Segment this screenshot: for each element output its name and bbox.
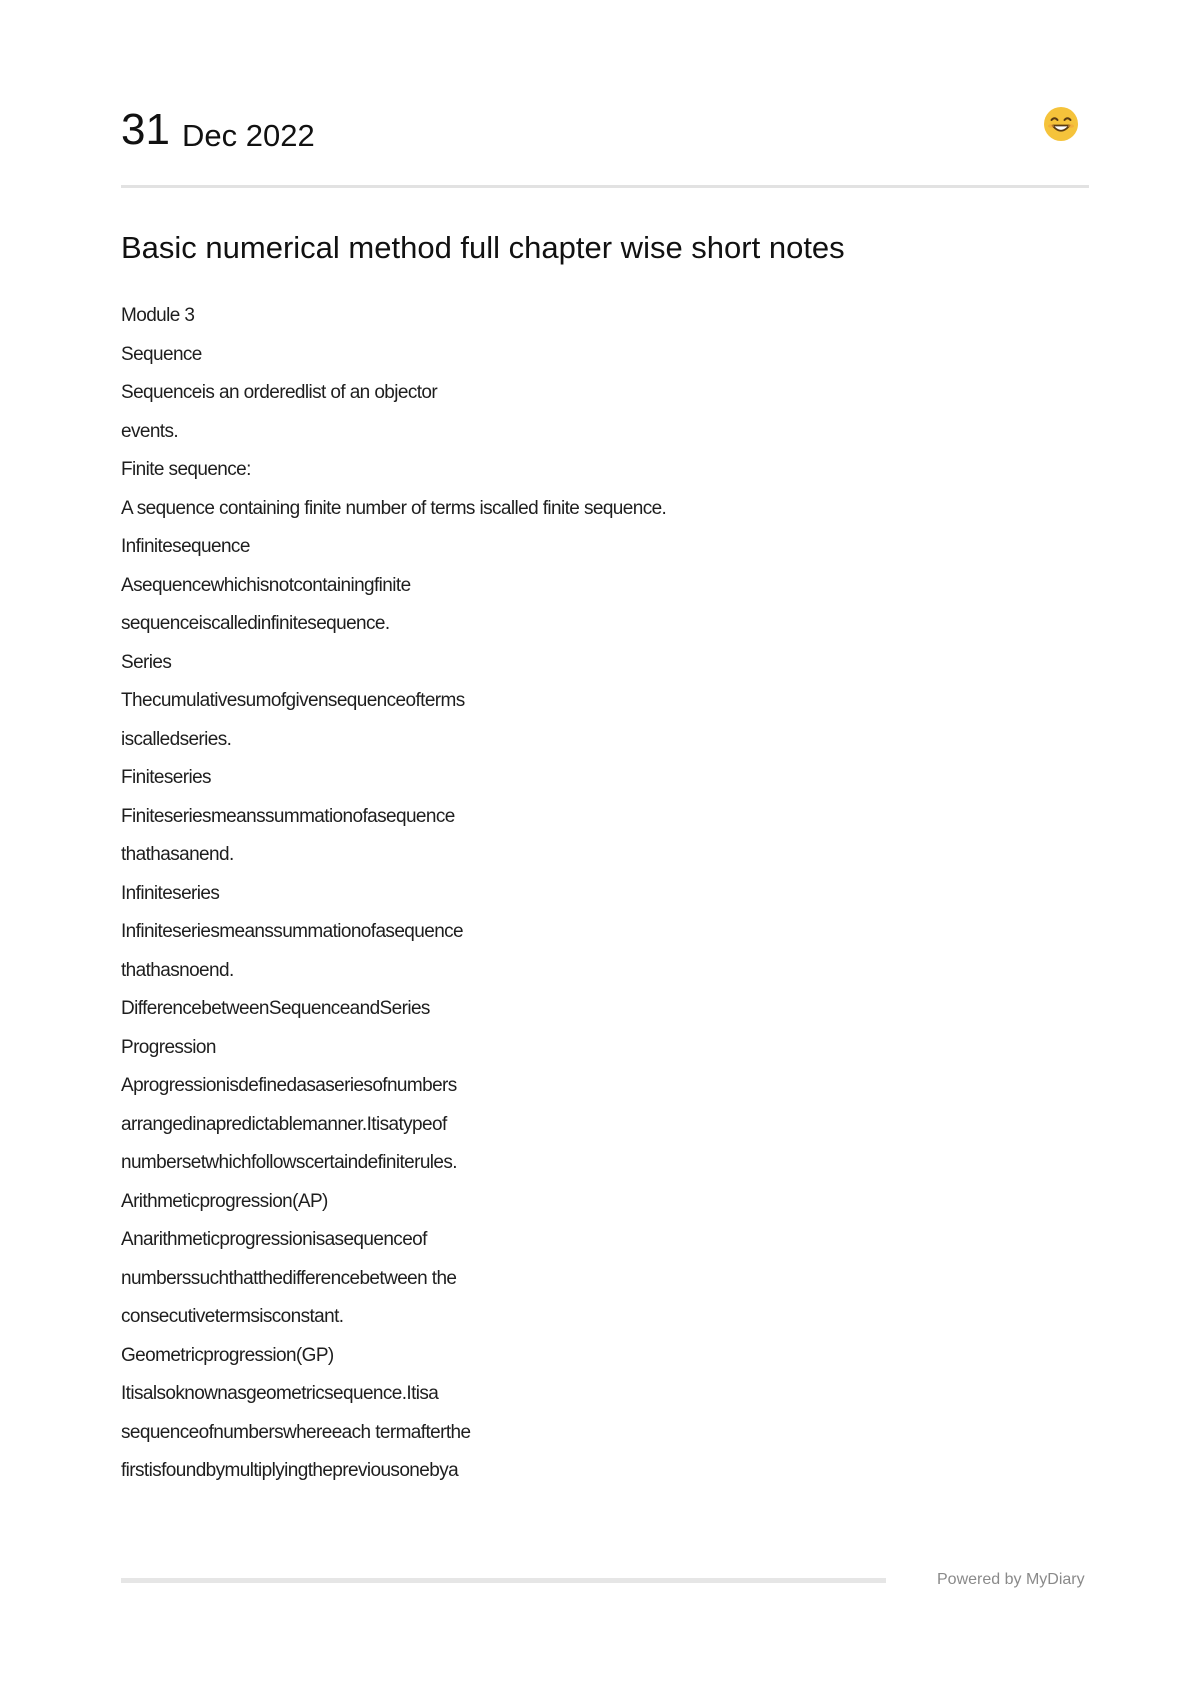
body-line: events. [121,420,179,442]
body-line: Infinitesequence [121,536,250,557]
body-line: thathasanend. [121,844,234,865]
entry-date-month-year: Dec 2022 [182,118,315,153]
entry-body [121,297,1021,1491]
body-line: consecutivetermsisconstant. [121,1306,344,1327]
body-line: Series [121,651,172,673]
body-line: Asequencewhichisnotcontainingfinite [121,574,411,596]
body-line: Infiniteseries [121,882,220,904]
body-line: arrangedinapredictablemanner.Itisatypeof [121,1113,447,1135]
body-line: Arithmeticprogression(AP) [121,1190,328,1212]
body-line: Sequence [121,343,202,365]
powered-by-label: Powered by MyDiary [937,1571,1085,1588]
body-line: Anarithmeticprogressionisasequenceof [121,1229,427,1250]
body-line: A sequence containing finite number of terms iscalled finite sequence. [121,497,667,519]
body-line: Finiteseriesmeanssummationofasequence [121,805,455,827]
body-line: iscalledseries. [121,728,232,750]
body-line: thathasnoend. [121,959,234,981]
body-line: Infiniteseriesmeanssummationofasequence [121,921,464,942]
smiling-face-icon [1043,106,1079,142]
entry-header [121,104,1089,164]
body-line: Geometricprogression(GP) [121,1344,334,1366]
body-line: Finite sequence: [121,459,251,480]
entry-date-day: 31 [121,105,170,154]
footer-divider [121,1578,886,1583]
body-line: DifferencebetweenSequenceandSeries [121,998,430,1019]
body-line: numberssuchthatthedifferencebetween the [121,1267,457,1289]
body-line: numbersetwhichfollowscertaindefiniterules. [121,1152,457,1173]
body-line: Finiteseries [121,767,211,788]
body-line: Sequenceis an orderedlist of an objector [121,382,438,403]
body-line: sequenceofnumberswhereeach termafterthe [121,1421,471,1443]
body-line: Progression [121,1036,216,1058]
header-divider [121,185,1089,188]
body-line: Thecumulativesumofgivensequenceofterms [121,690,465,711]
body-line: Module 3 [121,305,195,326]
body-line: firstisfoundbymultiplyingthepreviousonebya [121,1460,459,1481]
entry-title: Basic numerical method full chapter wise short notes [121,230,845,265]
body-line: Itisalsoknownasgeometricsequence.Itisa [121,1383,439,1404]
body-line: Aprogressionisdefinedasaseriesofnumbers [121,1075,457,1096]
body-line: sequenceiscalledinfinitesequence. [121,613,390,634]
